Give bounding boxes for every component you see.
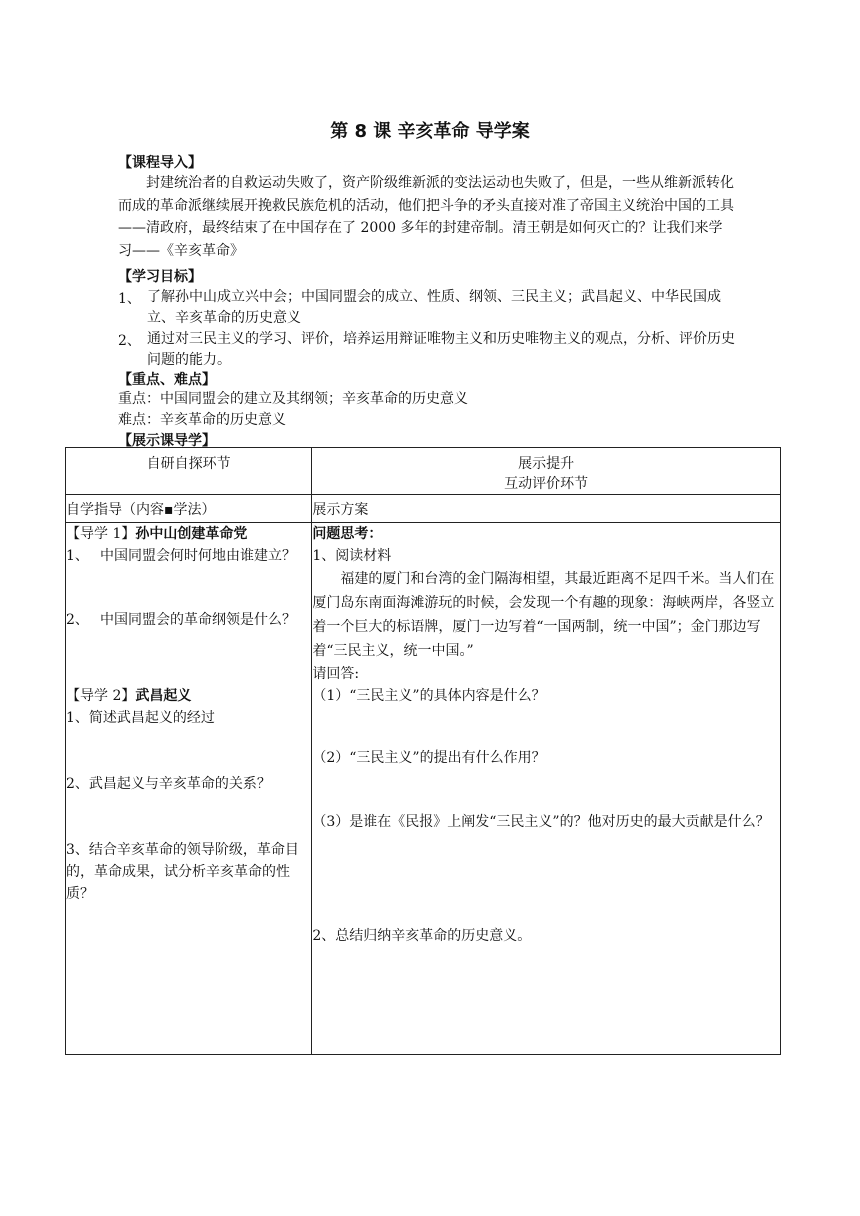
key-point: 重点：中国同盟会的建立及其纲领；辛亥革命的历史意义 bbox=[118, 391, 468, 407]
right-header-2: 互动评价环节 bbox=[504, 476, 589, 492]
self-study-cell bbox=[66, 523, 312, 1055]
guide1-q1-text: 中国同盟会何时何地由谁建立？ bbox=[100, 548, 296, 564]
guide1-title: 孙中山创建革命党 bbox=[135, 526, 248, 542]
guide1-tag: 【导学 1】 bbox=[66, 526, 136, 542]
left-subheader-cell bbox=[66, 495, 312, 523]
goal-2-number: 2、 bbox=[118, 333, 141, 349]
guide1-heading bbox=[66, 523, 311, 545]
difficulty: 难点：辛亥革命的历史意义 bbox=[118, 412, 286, 428]
reading-passage: 福建的厦门和台湾的金门隔海相望，其最近距离不足四千米。当人们在厦门岛东南面海滩游玩的时候，会发现一个有趣的现象：海峡两岸，各竖立着一个巨大的标语牌，厦门一边写着“一国两制，统一中国”；金门那边写着“三民主义，统一中国。” bbox=[312, 571, 775, 659]
reading-question-2: （2）“三民主义”的提出有什么作用？ bbox=[312, 750, 546, 766]
guide1-question-1 bbox=[66, 545, 311, 567]
goal-1-number: 1、 bbox=[118, 291, 141, 307]
goal-2-text: 通过对三民主义的学习、评价，培养运用辩证唯物主义和历史唯物主义的观点，分析、评价历史问题的能力。 bbox=[147, 331, 735, 368]
guide1-q2-text: 中国同盟会的革命纲领是什么？ bbox=[100, 612, 296, 628]
right-subheader-cell bbox=[312, 495, 781, 523]
guide2-q3: 3、结合辛亥革命的领导阶级，革命目的，革命成果，试分析辛亥革命的性质？ bbox=[66, 842, 299, 902]
guide2-q2: 2、武昌起义与辛亥革命的关系？ bbox=[66, 776, 271, 792]
guide2-tag: 【导学 2】 bbox=[66, 688, 136, 704]
please-answer: 请回答: bbox=[312, 666, 360, 682]
right-header-cell bbox=[312, 448, 781, 495]
goal-1-text: 了解孙中山成立兴中会；中国同盟会的成立、性质、纲领、三民主义；武昌起义、中华民国成立、辛亥革命的历史意义 bbox=[147, 289, 721, 326]
guide2-heading bbox=[66, 685, 311, 707]
guide1-q2-number: 2、 bbox=[66, 612, 89, 628]
think-heading: 问题思考： bbox=[312, 526, 383, 542]
right-header-1: 展示提升 bbox=[518, 456, 575, 472]
guide2-title: 武昌起义 bbox=[135, 688, 192, 704]
right-subheader: 展示方案 bbox=[312, 502, 369, 518]
show-heading: 【展示课导学】 bbox=[118, 433, 216, 449]
guide1-question-2 bbox=[66, 609, 311, 631]
display-plan-cell bbox=[312, 523, 781, 1055]
guide1-q1-number: 1、 bbox=[66, 548, 89, 564]
key-heading: 【重点、难点】 bbox=[118, 372, 216, 388]
left-header-cell bbox=[66, 448, 312, 495]
intro-heading: 【课程导入】 bbox=[118, 155, 202, 171]
reading-question-3: （3）是谁在《民报》上阐发“三民主义”的？他对历史的最大贡献是什么？ bbox=[312, 814, 770, 830]
study-table bbox=[65, 447, 781, 1055]
read-label: 1、阅读材料 bbox=[312, 548, 392, 564]
goals-heading: 【学习目标】 bbox=[118, 269, 202, 285]
intro-text: 封建统治者的自救运动失败了，资产阶级维新派的变法运动也失败了，但是，一些从维新派转化而成的革命派继续展开挽救民族危机的活动，他们把斗争的矛头直接对准了帝国主义统治中国的工具——清政府，最终结束了在中国存在了 2000 多年的封建帝制。清王朝是如何灭亡的？让我们来学习——《辛亥革命》 bbox=[118, 175, 734, 259]
page-title: 第 8 课 辛亥革命 导学案 bbox=[330, 121, 530, 142]
left-subheader: 自学指导（内容▪学法） bbox=[66, 502, 216, 518]
reading-question-1: （1）“三民主义”的具体内容是什么？ bbox=[312, 688, 546, 704]
left-header: 自研自探环节 bbox=[146, 456, 231, 472]
guide2-q1: 1、简述武昌起义的经过 bbox=[66, 710, 215, 726]
summary-question: 2、总结归纳辛亥革命的历史意义。 bbox=[312, 928, 532, 944]
